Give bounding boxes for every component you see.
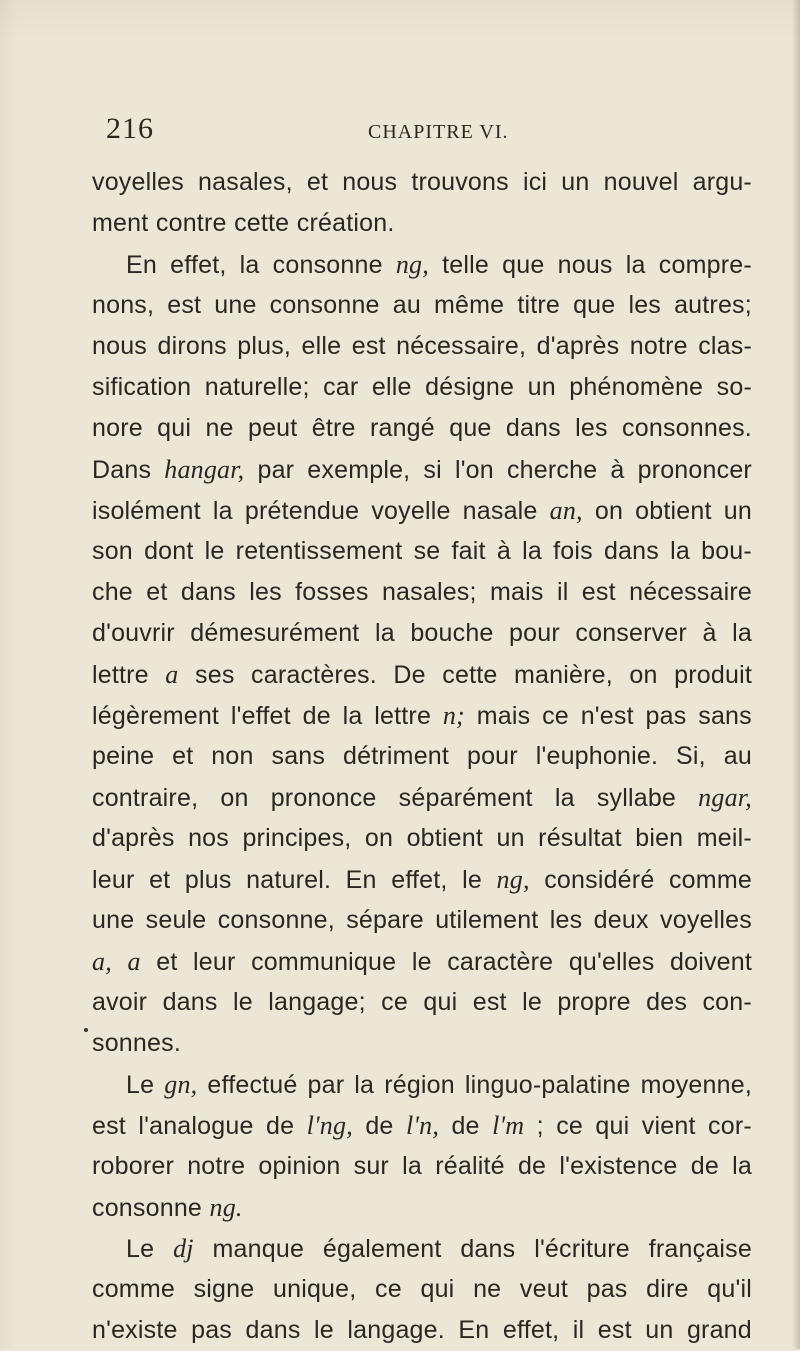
italic-word: a, (92, 947, 112, 976)
word: un (527, 373, 556, 401)
word: qu'il (707, 1275, 752, 1303)
word: le (232, 988, 253, 1016)
word: les (575, 414, 608, 442)
word: rangé (369, 414, 435, 442)
word: telle (442, 251, 489, 279)
word: la (374, 619, 395, 647)
word: fait (451, 537, 486, 565)
word: les (549, 906, 583, 934)
italic-word: ngar, (698, 783, 752, 812)
word: qu'elles (568, 948, 655, 976)
word: veut (519, 1275, 568, 1303)
word: notre (187, 1152, 246, 1180)
word: pas (586, 1275, 628, 1303)
word: voyelles (92, 168, 184, 196)
italic-word: ng, (496, 865, 530, 894)
word: à (496, 537, 511, 565)
word: la (554, 784, 575, 812)
word: la (670, 537, 690, 565)
word: unique, (272, 1275, 357, 1303)
word: langage. (347, 1316, 445, 1344)
word: manque (212, 1235, 305, 1263)
word: Le (126, 1071, 155, 1099)
word: qui (420, 1275, 455, 1303)
word: signe (193, 1275, 255, 1303)
italic-word: a (127, 947, 141, 976)
word: détriment (343, 742, 450, 770)
text-line (92, 654, 752, 695)
word: de (365, 1112, 394, 1140)
word: se (413, 537, 441, 565)
text-line (92, 900, 752, 941)
word: ses (195, 661, 235, 689)
word: opinion (258, 1152, 341, 1180)
word: effet, (170, 251, 227, 279)
word: les (249, 578, 282, 606)
text-line (92, 818, 752, 859)
word: ment (92, 209, 149, 237)
word: lettre (374, 702, 432, 730)
word: il (572, 1316, 585, 1344)
word: séparément (398, 784, 533, 812)
word: résultat (538, 824, 622, 852)
word: dans (245, 1316, 301, 1344)
word: sépare (346, 906, 424, 934)
word: est (351, 332, 386, 360)
word: compre- (658, 251, 752, 279)
word: et (306, 168, 329, 196)
word: légèrement (92, 702, 220, 730)
word: consonne (272, 251, 383, 279)
word: et (149, 866, 171, 894)
word: pas (645, 702, 687, 730)
word: leur (92, 866, 135, 894)
word: de (451, 1112, 480, 1140)
text-line (92, 1310, 752, 1351)
word: ce (542, 702, 569, 730)
word: contraire, (92, 784, 199, 812)
word: Le (126, 1235, 155, 1263)
word: des (646, 988, 688, 1016)
word: cette (234, 209, 290, 237)
body-text (92, 162, 752, 1351)
word: consonne, (217, 906, 335, 934)
word: la (625, 251, 646, 279)
word: on (364, 824, 394, 852)
word: la (212, 497, 233, 525)
word: et (172, 742, 194, 770)
word: française (648, 1235, 752, 1263)
word: contre (155, 209, 227, 237)
margin-mark (84, 1028, 88, 1032)
word: ; (536, 1112, 544, 1140)
text-line (92, 736, 752, 777)
word: En (126, 251, 157, 279)
italic-word: an, (549, 496, 583, 525)
word: la (522, 537, 542, 565)
word: la (239, 251, 260, 279)
word: prétendue (244, 497, 360, 525)
italic-word: ng, (395, 250, 429, 279)
word: caractère (447, 948, 554, 976)
word: la (402, 1152, 423, 1180)
word: linguo-palatine (464, 1071, 631, 1099)
word: bien (635, 824, 684, 852)
word: titre (517, 291, 561, 319)
word: En (458, 1316, 490, 1344)
text-line (92, 613, 752, 654)
word: l'écriture (534, 1235, 630, 1263)
text-line (92, 408, 752, 449)
word: nons, (92, 291, 155, 319)
word: sur (353, 1152, 389, 1180)
word: ce (381, 988, 408, 1016)
word: cor- (708, 1112, 752, 1140)
italic-word: l'ng, (306, 1111, 353, 1140)
word: également (322, 1235, 442, 1263)
word: d'ouvrir (92, 619, 175, 647)
text-line (92, 695, 752, 736)
page-number: 216 (106, 112, 154, 145)
word: au (392, 291, 421, 319)
word: sonnes. (92, 1029, 181, 1057)
word: nore (92, 414, 143, 442)
word: mais (476, 702, 531, 730)
word: ne (473, 1275, 502, 1303)
word: nous (342, 168, 398, 196)
word: on (594, 497, 624, 525)
word: que (449, 414, 492, 442)
word: même (434, 291, 505, 319)
word: car (323, 373, 359, 401)
word: obtient (406, 824, 484, 852)
word: l'on (454, 456, 494, 484)
word: nasale (462, 497, 538, 525)
word: principes, (242, 824, 352, 852)
word: phénomène (569, 373, 704, 401)
word: dans (460, 1235, 516, 1263)
word: plus, (237, 332, 292, 360)
word: fois (553, 537, 593, 565)
word: ce (556, 1112, 584, 1140)
word: sans (698, 702, 752, 730)
word: langage; (268, 988, 366, 1016)
word: de (690, 1152, 719, 1180)
word: dans (162, 988, 218, 1016)
word: la (342, 702, 363, 730)
word: par (307, 1071, 345, 1099)
word: De (393, 661, 426, 689)
word: de (265, 1112, 295, 1140)
word: che (92, 578, 133, 606)
word: que (502, 251, 545, 279)
word: effectué (207, 1071, 298, 1099)
word: sification (92, 373, 192, 401)
word: prononce (270, 784, 377, 812)
word: trouvons (411, 168, 509, 196)
text-line (92, 449, 752, 490)
word: dans (180, 578, 236, 606)
italic-word: dj (173, 1234, 194, 1263)
text-line (92, 162, 752, 203)
word: consonnes. (622, 414, 752, 442)
word: isolément (92, 497, 201, 525)
word: une (214, 291, 257, 319)
word: que (573, 291, 616, 319)
word: naturelle; (204, 373, 310, 401)
word: bouche (410, 619, 494, 647)
italic-word: n; (442, 701, 465, 730)
word: manière, (514, 661, 613, 689)
word: d'après (92, 824, 175, 852)
text-line (92, 531, 752, 572)
word: argu- (692, 168, 752, 196)
word: bou- (701, 537, 752, 565)
word: démesurément (190, 619, 360, 647)
word: nous (92, 332, 148, 360)
word: conserver (575, 619, 687, 647)
italic-word: l'm (492, 1111, 525, 1140)
word: nasales, (198, 168, 293, 196)
word: ici (522, 168, 548, 196)
word: son (92, 537, 133, 565)
word: à (702, 619, 717, 647)
word: consonne (269, 291, 380, 319)
word: dirons (157, 332, 227, 360)
word: une (92, 906, 135, 934)
word: vient (641, 1112, 696, 1140)
word: effet, (502, 1316, 560, 1344)
word: dans (505, 414, 561, 442)
word: retentissement (235, 537, 403, 565)
page-edge-shadow (792, 0, 800, 1349)
word: le (314, 1316, 334, 1344)
word: le (462, 866, 482, 894)
text-line (92, 982, 752, 1023)
word: être (311, 414, 356, 442)
word: moyenne, (640, 1071, 752, 1099)
word: propre (557, 988, 631, 1016)
word: l'existence (559, 1152, 678, 1180)
word: meil- (696, 824, 752, 852)
word: communique (251, 948, 397, 976)
word: pas (191, 1316, 233, 1344)
word: de (517, 1152, 547, 1180)
word: En (345, 866, 377, 894)
word: est (167, 291, 202, 319)
word: le (411, 948, 432, 976)
text-line (92, 572, 752, 613)
word: consonne (92, 1194, 203, 1222)
word: est (472, 988, 507, 1016)
word: qui (595, 1112, 630, 1140)
word: nouvel (603, 168, 679, 196)
text-line (92, 244, 752, 285)
word: prononcer (637, 456, 752, 484)
text-line (92, 203, 752, 244)
word: un (723, 497, 752, 525)
word: utilement (435, 906, 539, 934)
word: nous (557, 251, 613, 279)
word: à (610, 456, 625, 484)
text-line (92, 1023, 752, 1064)
word: non (211, 742, 254, 770)
italic-word: gn, (164, 1070, 198, 1099)
word: un (496, 824, 525, 852)
word: lettre (92, 661, 149, 689)
word: qui (157, 414, 192, 442)
italic-word: hangar, (164, 455, 245, 484)
word: pour (466, 742, 518, 770)
word: création. (296, 209, 395, 237)
word: n'est (580, 702, 634, 730)
word: peut (247, 414, 298, 442)
word: le (204, 537, 225, 565)
word: fosses (295, 578, 369, 606)
word: la (732, 1152, 752, 1180)
word: le (522, 988, 542, 1016)
chapter-title: CHAPITRE VI. (368, 121, 509, 143)
word: leur (193, 948, 236, 976)
text-line (92, 490, 752, 531)
word: con- (702, 988, 752, 1016)
word: notre (629, 332, 688, 360)
word: est (581, 578, 616, 606)
text-line (92, 1105, 752, 1146)
word: considéré (544, 866, 655, 894)
word: l'euphonie. (535, 742, 659, 770)
word: nécessaire, (396, 332, 527, 360)
italic-word: ng. (209, 1193, 243, 1222)
word: est (92, 1112, 126, 1140)
word: Dans (92, 456, 152, 484)
word: comme (92, 1275, 175, 1303)
word: grand (686, 1316, 752, 1344)
word: et (156, 948, 178, 976)
word: plus (184, 866, 232, 894)
word: mais (490, 578, 544, 606)
word: nécessaire (629, 578, 752, 606)
word: un (561, 168, 590, 196)
word: dans (603, 537, 659, 565)
word: nasales; (381, 578, 477, 606)
word: avoir (92, 988, 148, 1016)
word: so- (716, 373, 752, 401)
text-line (92, 859, 752, 900)
word: on (220, 784, 249, 812)
word: Si, (676, 742, 706, 770)
word: elle (371, 373, 412, 401)
word: roborer (92, 1152, 174, 1180)
word: elle (301, 332, 342, 360)
text-line (92, 777, 752, 818)
word: deux (593, 906, 649, 934)
word: au (723, 742, 752, 770)
word: l'analogue (138, 1112, 254, 1140)
word: caractères. (251, 661, 377, 689)
word: ce (375, 1275, 402, 1303)
word: un (645, 1316, 674, 1344)
text-line (92, 326, 752, 367)
word: dire (646, 1275, 689, 1303)
word: les (628, 291, 662, 319)
word: et (146, 578, 168, 606)
word: est (597, 1316, 632, 1344)
text-line (92, 1187, 752, 1228)
running-head (92, 112, 752, 152)
word: cherche (506, 456, 598, 484)
word: effet, (391, 866, 448, 894)
word: peine (92, 742, 155, 770)
word: comme (668, 866, 752, 894)
word: on (629, 661, 658, 689)
text-line (92, 285, 752, 326)
word: par (257, 456, 295, 484)
italic-word: l'n, (405, 1111, 440, 1140)
word: voyelles (660, 906, 752, 934)
word: doivent (669, 948, 752, 976)
word: clas- (698, 332, 752, 360)
word: naturel. (246, 866, 332, 894)
word: autres; (674, 291, 752, 319)
word: région (384, 1071, 455, 1099)
word: d'après (536, 332, 620, 360)
word: dont (144, 537, 194, 565)
word: pour (509, 619, 560, 647)
word: qui (423, 988, 458, 1016)
word: syllabe (596, 784, 677, 812)
word: nos (188, 824, 229, 852)
word: exemple, (307, 456, 411, 484)
word: réalité (435, 1152, 505, 1180)
word: la (354, 1071, 375, 1099)
word: seule (145, 906, 207, 934)
text-line (92, 1064, 752, 1105)
text-line (92, 367, 752, 408)
word: la (732, 619, 752, 647)
text-line (92, 1228, 752, 1269)
text-line (92, 941, 752, 982)
word: ne (205, 414, 234, 442)
word: sans (271, 742, 326, 770)
word: voyelle (371, 497, 451, 525)
word: si (423, 456, 442, 484)
word: il (556, 578, 569, 606)
text-line (92, 1269, 752, 1310)
text-line (92, 1146, 752, 1187)
italic-word: a (165, 660, 179, 689)
word: cette (442, 661, 498, 689)
word: l'effet (230, 702, 291, 730)
word: produit (674, 661, 752, 689)
word: n'existe (92, 1316, 178, 1344)
word: obtient (635, 497, 712, 525)
word: désigne (425, 373, 515, 401)
word: de (302, 702, 331, 730)
